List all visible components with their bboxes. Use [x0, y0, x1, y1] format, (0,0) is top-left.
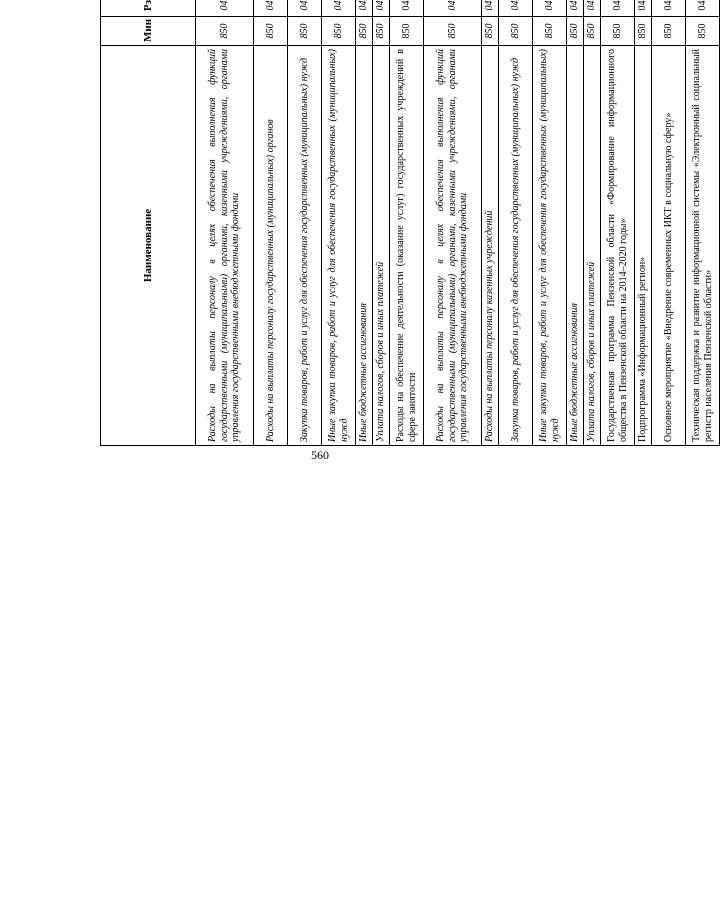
cell-name: Техническая поддержка и развитие информационной системы «Электронный социальный регистр населения Пензенской области» [686, 46, 720, 446]
cell-name: Уплата налогов, сборов и иных платежей [584, 46, 601, 446]
cell-rz: 04 [196, 0, 254, 17]
table-row [288, 0, 322, 446]
cell-min: 850 [373, 17, 390, 46]
table-row [482, 0, 499, 446]
table-row [390, 0, 424, 446]
cell-rz: 04 [652, 0, 686, 17]
page-number: 560 [311, 448, 329, 462]
cell-min: 850 [196, 17, 254, 46]
column-header: Наименование [101, 46, 196, 446]
cell-rz: 04 [601, 0, 635, 17]
cell-rz: 04 [533, 0, 567, 17]
cell-rz: 04 [322, 0, 356, 17]
cell-rz: 04 [356, 0, 373, 17]
cell-name: Расходы на выплаты персоналу государственных (муниципальных) органов [254, 46, 288, 446]
cell-min: 850 [254, 17, 288, 46]
cell-min: 850 [356, 17, 373, 46]
table-row [322, 0, 356, 446]
table-row [499, 0, 533, 446]
table-row [584, 0, 601, 446]
cell-min: 850 [288, 17, 322, 46]
cell-name: Иные закупки товаров, работ и услуг для обеспечения государственных (муниципальных) нужд [322, 46, 356, 446]
cell-rz: 04 [424, 0, 482, 17]
cell-rz: 04 [373, 0, 390, 17]
cell-name: Закупка товаров, работ и услуг для обеспечения государственных (муниципальных) нужд [499, 46, 533, 446]
cell-min: 850 [322, 17, 356, 46]
cell-name: Расходы на выплаты персоналу в целях обеспечения выполнения функций государственными (муниципальными) органами, казенными учреждениями, органами управления государственными внебюджетными фондами [424, 46, 482, 446]
cell-name: Подпрограмма «Информационный регион» [635, 46, 652, 446]
table-row [686, 0, 720, 446]
cell-name: Иные закупки товаров, работ и услуг для обеспечения государственных (муниципальных) нужд [533, 46, 567, 446]
cell-min: 850 [390, 17, 424, 46]
cell-rz: 04 [567, 0, 584, 17]
cell-rz: 04 [584, 0, 601, 17]
cell-rz: 04 [635, 0, 652, 17]
cell-name: Государственная программа Пензенской области «Формирование информационного общества в Пензенской области на 2014–2020 годы» [601, 46, 635, 446]
cell-min: 850 [686, 17, 720, 46]
cell-min: 850 [584, 17, 601, 46]
cell-min: 850 [482, 17, 499, 46]
cell-name: Закупка товаров, работ и услуг для обеспечения государственных (муниципальных) нужд [288, 46, 322, 446]
cell-rz: 04 [499, 0, 533, 17]
cell-min: 850 [635, 17, 652, 46]
table-row [533, 0, 567, 446]
table-row [356, 0, 373, 446]
cell-rz: 04 [482, 0, 499, 17]
cell-name: Иные бюджетные ассигнования [567, 46, 584, 446]
cell-rz: 04 [254, 0, 288, 17]
cell-min: 850 [499, 17, 533, 46]
cell-name: Расходы на выплаты персоналу в целях обеспечения выполнения функций государственными (муниципальными) органами, казенными учреждениями, органами управления государственными внебюджетными фондами [196, 46, 254, 446]
cell-name: Расходы на обеспечение деятельности (оказание услуг) государственных учреждений в сфере занятости [390, 46, 424, 446]
table-row [635, 0, 652, 446]
cell-rz: 04 [686, 0, 720, 17]
cell-min: 850 [533, 17, 567, 46]
cell-min: 850 [652, 17, 686, 46]
cell-min: 850 [567, 17, 584, 46]
table-body [196, 0, 720, 446]
cell-name: Уплата налогов, сборов и иных платежей [373, 46, 390, 446]
cell-name: Основное мероприятие «Внедрение современных ИКТ в социальную сферу» [652, 46, 686, 446]
column-header: Мин [101, 17, 196, 46]
table-row [601, 0, 635, 446]
cell-rz: 04 [288, 0, 322, 17]
table-row [373, 0, 390, 446]
table-row [652, 0, 686, 446]
cell-min: 850 [424, 17, 482, 46]
cell-name: Иные бюджетные ассигнования [356, 46, 373, 446]
budget-table [100, 0, 720, 446]
table-row [567, 0, 584, 446]
column-header: Рз [101, 0, 196, 17]
cell-rz: 04 [390, 0, 424, 17]
table-row [196, 0, 254, 446]
table-header-row [101, 0, 196, 446]
cell-min: 850 [601, 17, 635, 46]
table-row [254, 0, 288, 446]
rotated-page-content [100, 0, 714, 446]
table-row [424, 0, 482, 446]
cell-name: Расходы на выплаты персоналу казенных учреждений [482, 46, 499, 446]
